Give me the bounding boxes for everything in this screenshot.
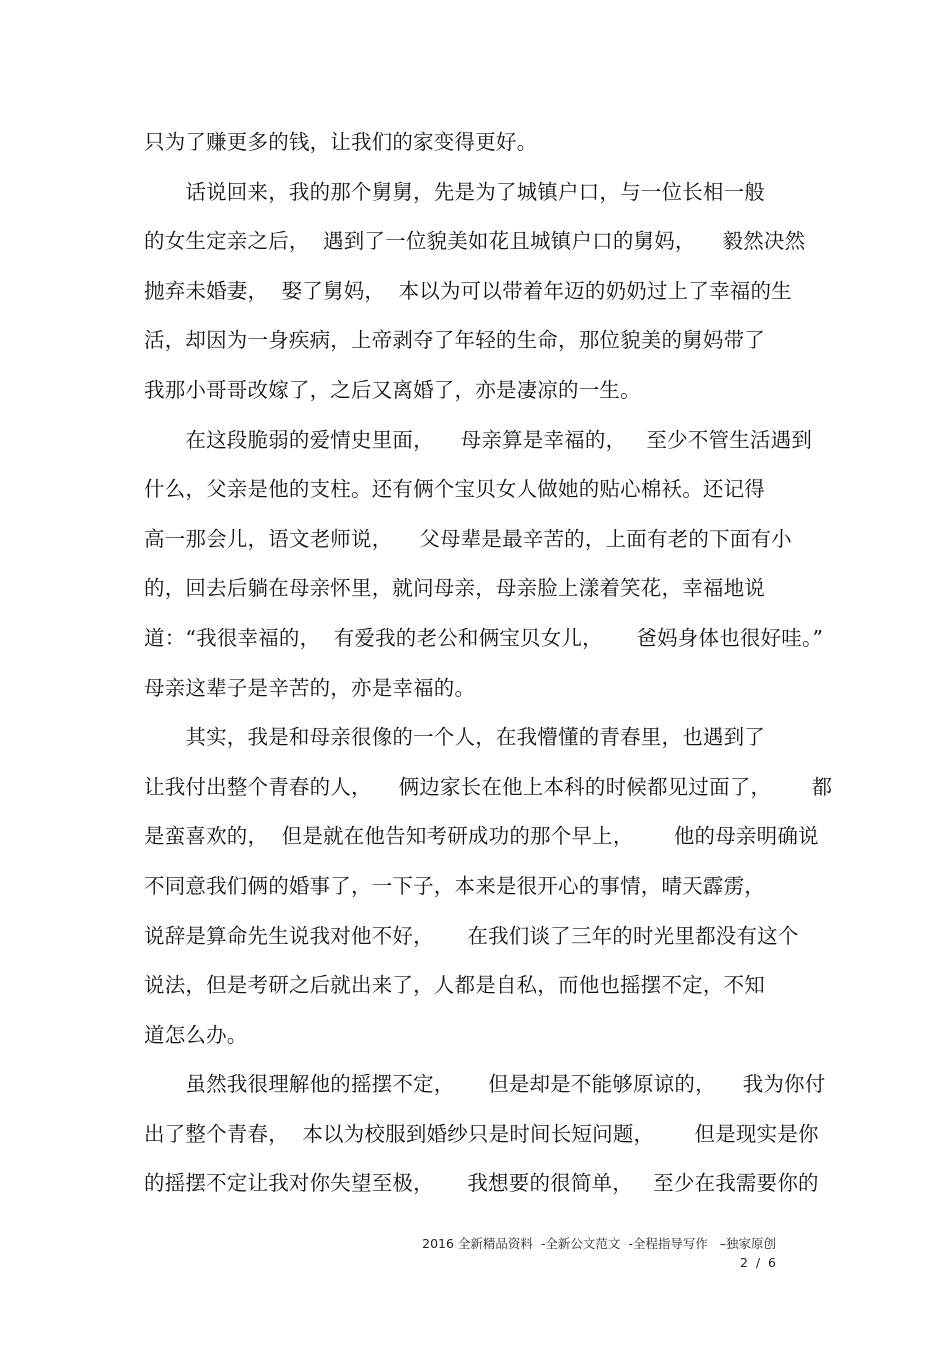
footer-tagline: 2016 全新精品资料 -全新公文范文 -全程指导写作 –独家原创 (422, 1236, 776, 1251)
text-line: 其实，我是和母亲很像的一个人，在我懵懂的青春里，也遇到了 (144, 725, 765, 750)
text-line: 母亲这辈子是辛苦的，亦是幸福的。 (144, 675, 476, 700)
page-footer (0, 1234, 776, 1272)
text-line: 说辞是算命先生说我对他不好， 在我们谈了三年的时光里都没有这个 (144, 923, 799, 948)
text-line: 的摇摆不定让我对你失望至极， 我想要的很简单， 至少在我需要你的 (144, 1171, 819, 1196)
text-line: 的女生定亲之后， 遇到了一位貌美如花且城镇户口的舅妈， 毅然决然 (144, 229, 806, 254)
text-line: 不同意我们俩的婚事了，一下子，本来是很开心的事情，晴天霹雳， (144, 873, 765, 898)
text-line: 在这段脆弱的爱情史里面， 母亲算是幸福的， 至少不管生活遇到 (144, 427, 813, 452)
text-line: 我那小哥哥改嫁了，之后又离婚了，亦是凄凉的一生。 (144, 377, 641, 402)
text-line: 活，却因为一身疾病，上帝剥夺了年轻的生命，那位貌美的舅妈带了 (144, 328, 765, 353)
text-line: 出了整个青春， 本以为校服到婚纱只是时间长短问题， 但是现实是你 (144, 1121, 819, 1146)
text-line: 的，回去后躺在母亲怀里，就问母亲，母亲脸上漾着笑花，幸福地说 (144, 576, 765, 601)
text-line: 道：“我很幸福的， 有爱我的老公和俩宝贝女儿， 爸妈身体也很好哇。” (144, 625, 824, 650)
text-line: 抛弃未婚妻， 娶了舅妈， 本以为可以带着年迈的奶奶过上了幸福的生 (144, 278, 792, 303)
text-line: 什么，父亲是他的支柱。还有俩个宝贝女人做她的贴心棉袄。还记得 (144, 477, 765, 502)
text-line: 高一那会儿，语文老师说， 父母辈是最辛苦的，上面有老的下面有小 (144, 526, 792, 551)
text-line: 道怎么办。 (144, 1022, 248, 1047)
page-number: 2 / 6 (739, 1255, 776, 1270)
text-line: 让我付出整个青春的人， 俩边家长在他上本科的时候都见过面了， 都 (144, 774, 833, 799)
text-line: 虽然我很理解他的摇摆不定， 但是却是不能够原谅的， 我为你付 (144, 1072, 826, 1097)
text-line: 是蛮喜欢的， 但是就在他告知考研成功的那个早上， 他的母亲明确说 (144, 824, 819, 849)
text-line: 说法，但是考研之后就出来了，人都是自私，而他也摇摆不定，不知 (144, 973, 765, 998)
document-body (144, 118, 833, 1209)
text-line: 只为了赚更多的钱，让我们的家变得更好。 (144, 130, 538, 154)
text-line: 话说回来，我的那个舅舅，先是为了城镇户口，与一位长相一般 (144, 179, 765, 204)
